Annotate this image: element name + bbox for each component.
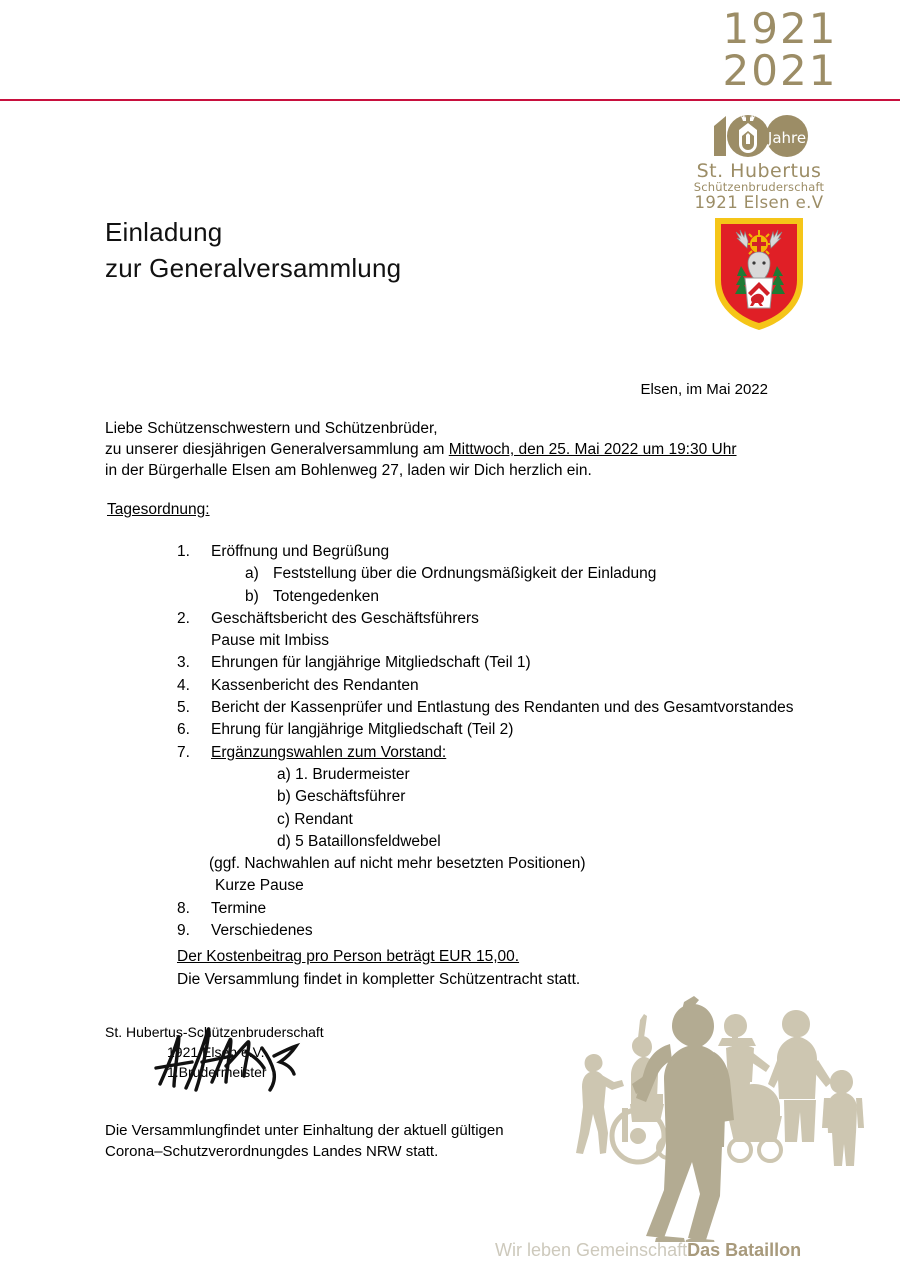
agenda-heading: Tagesordnung:	[107, 501, 210, 518]
hundred-years-badge-icon	[686, 112, 832, 160]
agenda-item-label: Ehrungen für langjährige Mitgliedschaft (Teil 1)	[211, 654, 531, 672]
agenda-item-number: 8.	[177, 899, 190, 917]
salutation-block	[105, 418, 805, 481]
election-option: c) Rendant	[277, 810, 353, 828]
agenda-item	[177, 920, 857, 942]
coat-of-arms-icon	[711, 214, 807, 332]
header-divider-rule	[0, 99, 900, 101]
agenda-item-number: 1.	[177, 543, 190, 560]
agenda-note: Pause mit Imbiss	[211, 632, 330, 650]
agenda-item	[177, 541, 857, 563]
agenda-subitem	[245, 586, 857, 608]
agenda-item-label: Ergänzungswahlen zum Vorstand:	[211, 743, 447, 761]
agenda-item	[177, 898, 857, 920]
anniversary-year-from: 1921	[722, 4, 838, 53]
corona-line-1: Die Versammlungfindet unter Einhaltung der aktuell gültigen	[105, 1122, 504, 1139]
election-option: d) 5 Bataillonsfeldwebel	[277, 832, 441, 850]
salutation-line: Liebe Schützenschwestern und Schützenbrüder,	[105, 420, 438, 437]
footer-tagline	[495, 1238, 855, 1262]
svg-text:Jahre: Jahre	[767, 129, 807, 147]
agenda-subitem-label: Feststellung über die Ordnungsmäßigkeit der Einladung	[273, 565, 657, 583]
signature-block	[105, 1022, 435, 1082]
anniversary-years	[700, 4, 860, 95]
logo-club-name: St. Hubertus	[696, 160, 822, 182]
election-option: b) Geschäftsführer	[277, 788, 406, 806]
agenda-subgroup	[177, 563, 857, 608]
agenda-item-number: 4.	[177, 676, 190, 694]
tagline-brand: Das Bataillon	[687, 1240, 802, 1260]
title-line-2: zur Generalversammlung	[105, 253, 402, 283]
page-title	[105, 214, 401, 286]
agenda-item	[177, 719, 857, 741]
agenda-item-label: Ehrung für langjährige Mitgliedschaft (Teil 2)	[211, 721, 514, 739]
agenda-item-label: Bericht der Kassenprüfer und Entlastung des Rendanten und des Gesamtvorstandes	[211, 699, 794, 717]
agenda-item	[177, 675, 857, 697]
invitation-line	[105, 439, 805, 460]
cost-block	[177, 945, 827, 991]
invitation-venue: in der Bürgerhalle Elsen am Bohlenweg 27, laden wir Dich herzlich ein.	[105, 462, 592, 479]
agenda-item-number: 7.	[177, 743, 190, 761]
agenda-list	[177, 541, 857, 942]
agenda-item-number: 6.	[177, 721, 190, 739]
agenda-item-number: 3.	[177, 654, 190, 672]
agenda-subitem-number: b)	[245, 587, 259, 605]
agenda-item	[177, 608, 857, 630]
agenda-item-number: 9.	[177, 922, 190, 940]
agenda-item-number: 2.	[177, 609, 190, 627]
agenda-subitem-label: Totengedenken	[273, 587, 380, 605]
community-silhouette-illustration	[556, 996, 900, 1242]
logo-year-place: 1921 Elsen e.V	[694, 193, 824, 212]
agenda-item-label: Kassenbericht des Rendanten	[211, 676, 419, 694]
agenda-item-label: Verschiedenes	[211, 922, 313, 940]
anniversary-year-to: 2021	[722, 46, 838, 95]
short-break-note: Kurze Pause	[215, 877, 304, 895]
club-logo	[686, 112, 832, 332]
tagline-light: Wir leben Gemeinschaft	[495, 1240, 688, 1260]
cost-line: Der Kostenbeitrag pro Person beträgt EUR 15,00.	[177, 948, 520, 965]
agenda-subitem-number: a)	[245, 565, 259, 583]
invitation-datetime: Mittwoch, den 25. Mai 2022 um 19:30 Uhr	[448, 441, 737, 458]
agenda-item	[177, 652, 857, 674]
agenda-item	[177, 742, 857, 764]
logo-club-subtitle: Schützenbruderschaft	[693, 180, 825, 194]
agenda-item-label: Termine	[211, 899, 267, 917]
signature-org: St. Hubertus-Schützenbruderschaft	[105, 1024, 324, 1040]
agenda-item-label: Geschäftsbericht des Geschäftsführers	[211, 609, 479, 627]
agenda-item-label: Eröffnung und Begrüßung	[211, 543, 390, 560]
invitation-prefix: zu unserer diesjährigen Generalversammlung am	[105, 441, 449, 458]
election-note: (ggf. Nachwahlen auf nicht mehr besetzten Positionen)	[209, 855, 586, 873]
agenda-item-number: 5.	[177, 699, 190, 717]
signature-role: 1.Brudermeister	[167, 1064, 267, 1080]
corona-line-2: Corona–Schutzverordnungdes Landes NRW statt.	[105, 1143, 439, 1160]
dress-code-line: Die Versammlung findet in kompletter Schützentracht statt.	[177, 971, 581, 988]
signature-org-year: 1921 Elsen e.V.	[167, 1044, 265, 1060]
agenda-item	[177, 697, 857, 719]
place-and-date: Elsen, im Mai 2022	[640, 381, 768, 398]
title-line-1: Einladung	[105, 217, 223, 247]
agenda-subitem	[245, 563, 857, 585]
election-option: a) 1. Brudermeister	[277, 765, 410, 783]
